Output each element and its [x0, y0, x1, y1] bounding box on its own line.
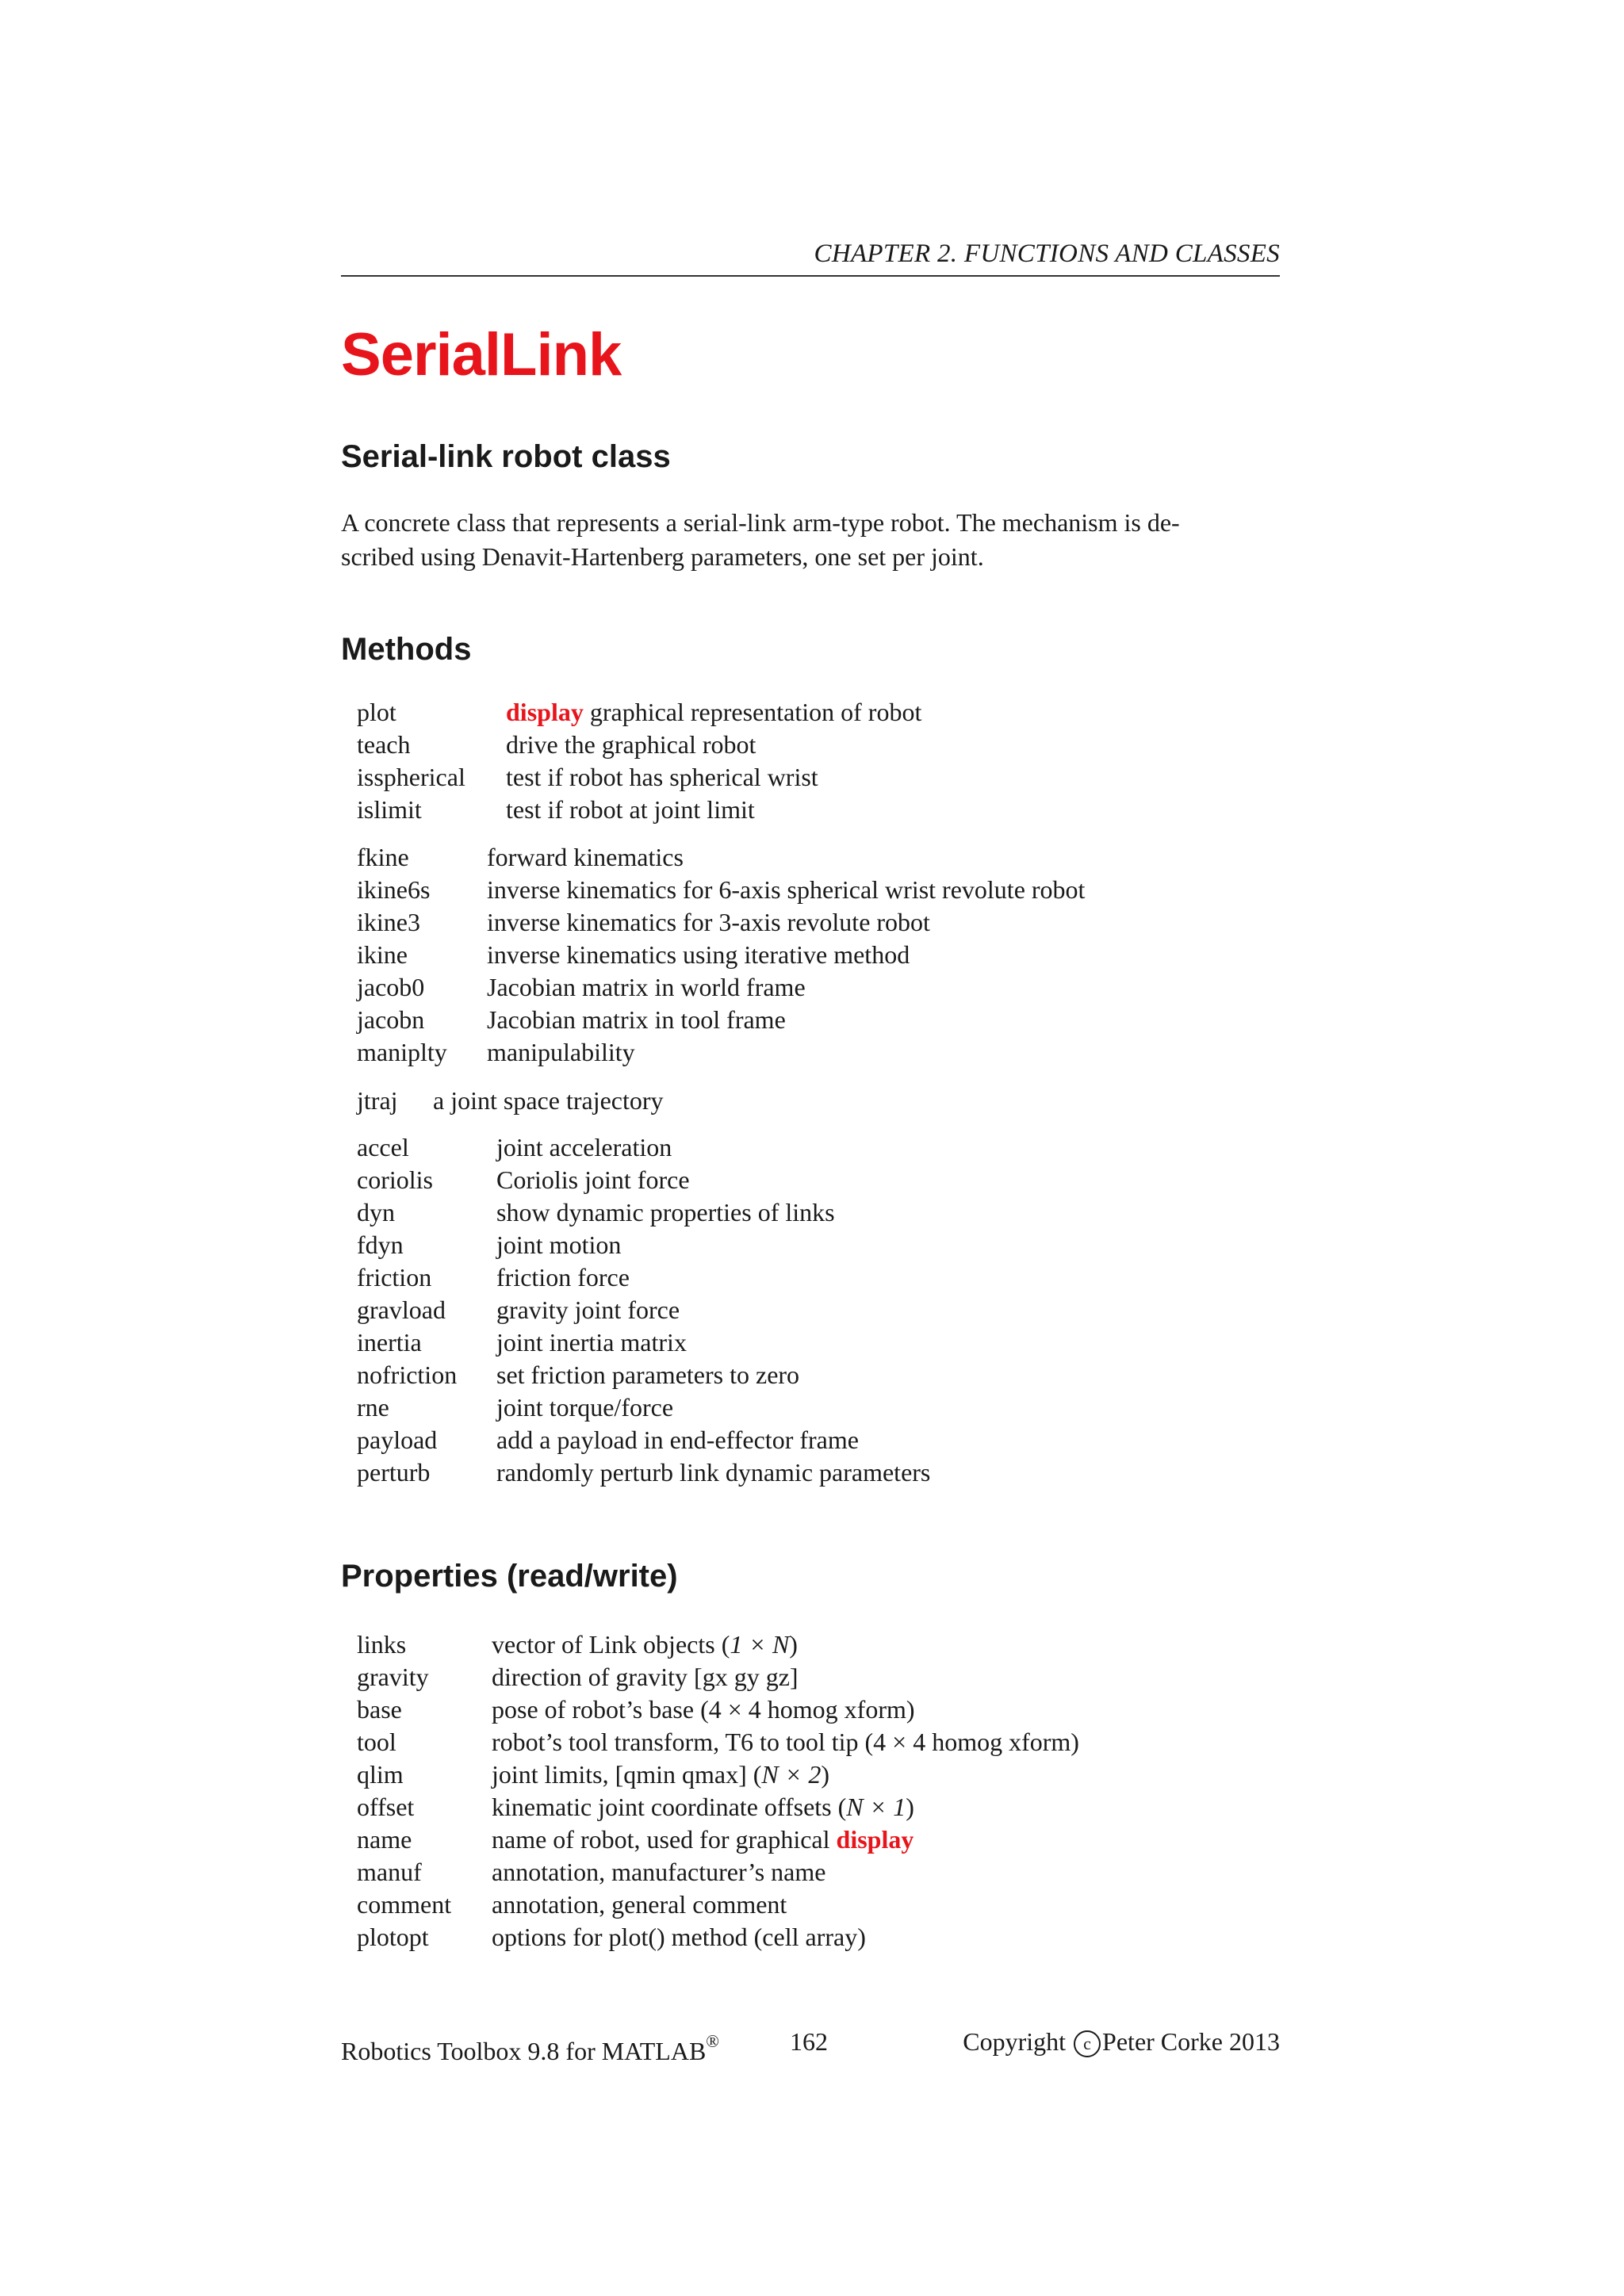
property-row-links: [357, 1628, 798, 1661]
property-name: plotopt: [357, 1923, 429, 1951]
property-description-suffix: ): [906, 1793, 914, 1821]
property-math: 4 × 4: [873, 1728, 926, 1756]
method-row-teach: [357, 729, 756, 761]
method-row-nofriction: [357, 1359, 800, 1391]
method-name: gravload: [357, 1295, 446, 1324]
method-description: joint acceleration: [496, 1133, 672, 1161]
method-description: set friction parameters to zero: [496, 1360, 800, 1389]
method-description: joint torque/force: [496, 1393, 674, 1422]
method-description: joint motion: [496, 1230, 622, 1259]
property-description: [492, 1628, 798, 1661]
method-row-ikine6s: [357, 874, 1086, 906]
property-description: options for plot() method (cell array): [492, 1923, 866, 1951]
footer-title: [341, 2026, 719, 2067]
property-row-tool: [357, 1726, 1079, 1758]
property-row-comment: [357, 1888, 787, 1921]
property-description-text: joint limits, [qmin qmax] (: [492, 1760, 762, 1789]
property-name: comment: [357, 1890, 452, 1919]
method-description: inverse kinematics for 6-axis spherical wrist revolute robot: [487, 875, 1086, 904]
method-description: test if robot has spherical wrist: [506, 763, 818, 791]
method-row-perturb: [357, 1456, 931, 1489]
method-name: rne: [357, 1393, 389, 1422]
method-row-plot: [357, 696, 922, 729]
method-description: inverse kinematics for 3-axis revolute robot: [487, 908, 930, 936]
method-description: drive the graphical robot: [506, 730, 756, 759]
method-row-rne: [357, 1391, 674, 1424]
property-name: gravity: [357, 1663, 429, 1691]
method-description: inverse kinematics using iterative method: [487, 940, 910, 969]
footer-title-text: Robotics Toolbox 9.8 for MATLAB: [341, 2037, 707, 2065]
method-name: nofriction: [357, 1360, 458, 1389]
description-line-2: scribed using Denavit-Hartenberg parameters, one set per joint.: [341, 542, 984, 571]
method-row-jacobn: [357, 1004, 786, 1036]
property-description: [492, 1758, 829, 1791]
property-name: base: [357, 1695, 402, 1724]
property-row-offset: [357, 1791, 914, 1823]
property-row-name: [357, 1823, 914, 1856]
method-row-accel: [357, 1131, 672, 1164]
method-name: fkine: [357, 843, 409, 871]
property-name: links: [357, 1630, 407, 1659]
copyright-icon: c: [1074, 2030, 1101, 2057]
property-description: [492, 1726, 1079, 1758]
method-name: inertia: [357, 1328, 422, 1357]
property-description-text: robot’s tool transform, T6 to tool tip (: [492, 1728, 874, 1756]
method-row-maniplty: [357, 1036, 635, 1069]
copyright-prefix: Copyright: [963, 2027, 1073, 2056]
method-row-coriolis: [357, 1164, 690, 1196]
class-description: [341, 506, 1280, 574]
property-name: offset: [357, 1793, 415, 1821]
property-description: [492, 1693, 915, 1726]
method-row-fkine: [357, 841, 684, 874]
property-math: N × 1: [846, 1793, 906, 1821]
method-row-friction: [357, 1261, 630, 1294]
method-description: forward kinematics: [487, 843, 684, 871]
registered-mark: ®: [706, 2031, 719, 2051]
method-row-fdyn: [357, 1229, 622, 1261]
method-description: joint inertia matrix: [496, 1328, 687, 1357]
property-name: tool: [357, 1728, 396, 1756]
property-math: 1 × N: [730, 1630, 790, 1659]
method-row-inertia: [357, 1326, 687, 1359]
property-row-gravity: [357, 1661, 799, 1693]
method-row-islimit: [357, 794, 755, 826]
property-description-text: name of robot, used for graphical: [492, 1825, 837, 1854]
method-description: [506, 696, 921, 729]
method-name: payload: [357, 1425, 438, 1454]
property-row-qlim: [357, 1758, 830, 1791]
class-subtitle: Serial-link robot class: [341, 439, 671, 474]
method-description-text: graphical representation of robot: [583, 698, 922, 726]
method-name: isspherical: [357, 763, 465, 791]
method-description: test if robot at joint limit: [506, 795, 755, 824]
header-rule: [341, 275, 1280, 277]
method-name: ikine: [357, 940, 408, 969]
method-name: jacob0: [357, 973, 425, 1001]
method-description: Jacobian matrix in world frame: [487, 973, 806, 1001]
method-name: fdyn: [357, 1230, 404, 1259]
method-name: jacobn: [357, 1005, 425, 1034]
properties-heading: Properties (read/write): [341, 1559, 678, 1594]
copyright-holder: Peter Corke 2013: [1102, 2027, 1280, 2056]
running-head: CHAPTER 2. FUNCTIONS AND CLASSES: [814, 239, 1280, 268]
method-row-isspherical: [357, 761, 818, 794]
page-number: 162: [790, 2027, 828, 2056]
property-description-suffix: homog xform): [925, 1728, 1079, 1756]
method-name: ikine6s: [357, 875, 431, 904]
method-name: maniplty: [357, 1038, 447, 1066]
property-description: annotation, manufacturer’s name: [492, 1858, 826, 1886]
method-name: plot: [357, 698, 396, 726]
document-page: [341, 0, 1280, 2296]
property-description: [492, 1791, 914, 1823]
method-row-ikine3: [357, 906, 930, 939]
property-description: direction of gravity [gx gy gz]: [492, 1663, 799, 1691]
method-description: a joint space trajectory: [433, 1086, 664, 1115]
property-description: [492, 1823, 914, 1856]
property-description-text: vector of Link objects (: [492, 1630, 730, 1659]
method-description: randomly perturb link dynamic parameters: [496, 1458, 931, 1487]
method-row-jtraj: [357, 1085, 664, 1117]
property-row-manuf: [357, 1856, 826, 1888]
method-description: friction force: [496, 1263, 630, 1292]
method-row-dyn: [357, 1196, 835, 1229]
method-name: islimit: [357, 795, 422, 824]
description-line-1: A concrete class that represents a serial-link arm-type robot. The mechanism is de-: [341, 508, 1180, 537]
property-description: annotation, general comment: [492, 1890, 787, 1919]
property-description-suffix: ): [821, 1760, 830, 1789]
footer-copyright: [963, 2026, 1280, 2057]
method-name: jtraj: [357, 1086, 398, 1115]
property-description-suffix: homog xform): [760, 1695, 915, 1724]
property-row-base: [357, 1693, 915, 1726]
method-description: manipulability: [487, 1038, 635, 1066]
property-name: qlim: [357, 1760, 404, 1789]
property-description-text: kinematic joint coordinate offsets (: [492, 1793, 847, 1821]
method-name: dyn: [357, 1198, 395, 1226]
method-name: friction: [357, 1263, 432, 1292]
property-row-plotopt: [357, 1921, 866, 1954]
method-description: show dynamic properties of links: [496, 1198, 835, 1226]
method-name: accel: [357, 1133, 409, 1161]
method-description: Jacobian matrix in tool frame: [487, 1005, 786, 1034]
method-row-ikine: [357, 939, 910, 971]
property-description-text: pose of robot’s base (: [492, 1695, 709, 1724]
method-description: gravity joint force: [496, 1295, 680, 1324]
display-link[interactable]: display: [836, 1825, 914, 1854]
method-row-gravload: [357, 1294, 680, 1326]
method-name: teach: [357, 730, 411, 759]
method-row-payload: [357, 1424, 859, 1456]
method-name: coriolis: [357, 1165, 433, 1194]
display-link[interactable]: display: [506, 698, 584, 726]
property-name: name: [357, 1825, 412, 1854]
method-name: ikine3: [357, 908, 420, 936]
class-title: SerialLink: [341, 321, 622, 388]
property-math: 4 × 4: [708, 1695, 761, 1724]
method-name: perturb: [357, 1458, 431, 1487]
property-description-suffix: ): [789, 1630, 798, 1659]
method-description: Coriolis joint force: [496, 1165, 690, 1194]
property-name: manuf: [357, 1858, 422, 1886]
property-math: N × 2: [761, 1760, 822, 1789]
methods-heading: Methods: [341, 632, 472, 667]
method-row-jacob0: [357, 971, 806, 1004]
method-description: add a payload in end-effector frame: [496, 1425, 859, 1454]
